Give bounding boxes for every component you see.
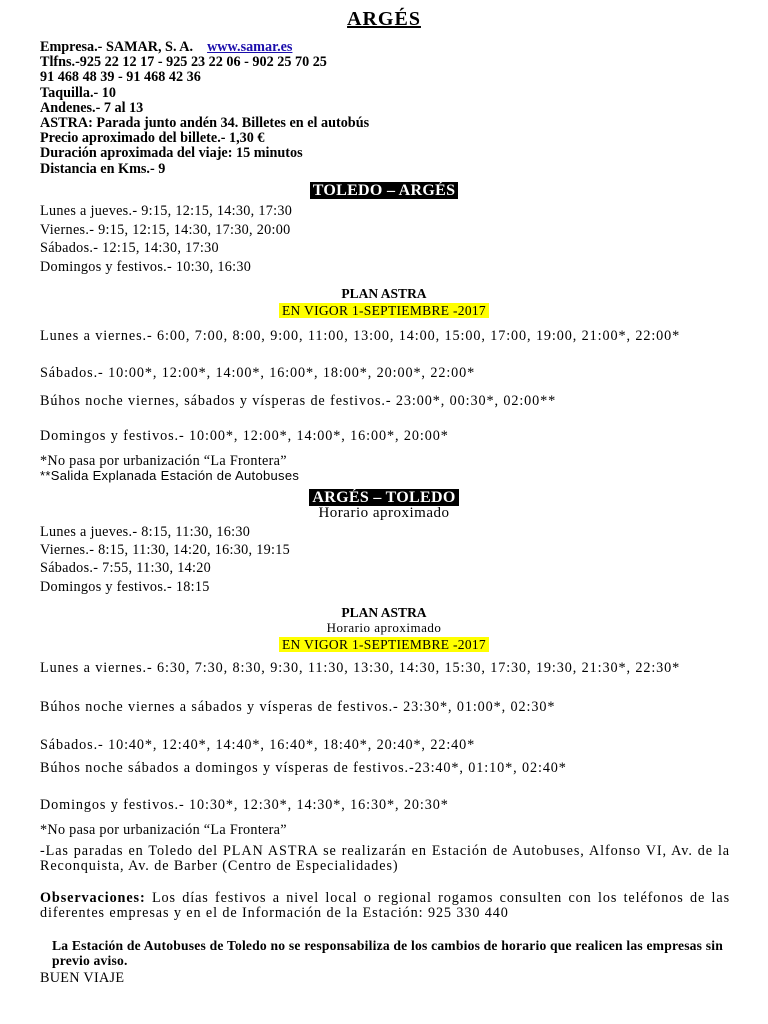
- schedule-line: Lunes a jueves.- 9:15, 12:15, 14:30, 17:30: [40, 203, 293, 219]
- plan-schedule-line: Domingos y festivos.- 10:00*, 12:00*, 14:00*, 16:00*, 20:00*: [40, 428, 449, 444]
- company-website-link[interactable]: www.samar.es: [207, 39, 293, 55]
- plan-schedule-line: Sábados.- 10:00*, 12:00*, 14:00*, 16:00*, 18:00*, 20:00*, 22:00*: [40, 365, 476, 381]
- schedule-line: Domingos y festivos.- 10:30, 16:30: [40, 259, 252, 275]
- observations: [40, 891, 730, 921]
- plan-schedule-line: Domingos y festivos.- 10:30*, 12:30*, 14:30*, 16:30*, 20:30*: [40, 797, 449, 813]
- observations-label: Observaciones:: [40, 890, 146, 906]
- plan-astra-title: PLAN ASTRA: [341, 605, 427, 620]
- plan-schedule-line: Lunes a viernes.- 6:00, 7:00, 8:00, 9:00, 11:00, 13:00, 14:00, 15:00, 17:00, 19:00, 21:00*, 22:00*: [40, 328, 681, 344]
- phones-line-2: 91 468 48 39 - 91 468 42 36: [40, 69, 201, 86]
- farewell: BUEN VIAJE: [40, 970, 125, 986]
- schedule-line: Sábados.- 12:15, 14:30, 17:30: [40, 240, 219, 256]
- ticket-office: Taquilla.- 10: [40, 84, 116, 101]
- schedule-line: Domingos y festivos.- 18:15: [40, 579, 210, 595]
- plan-schedule-line: Búhos noche viernes a sábados y vísperas de festivos.- 23:30*, 01:00*, 02:30*: [40, 699, 556, 715]
- section-subtitle: Horario aproximado: [318, 505, 450, 521]
- plan-schedule-line: Búhos noche viernes, sábados y vísperas de festivos.- 23:00*, 00:30*, 02:00**: [40, 393, 557, 409]
- plan-schedule-line: Sábados.- 10:40*, 12:40*, 14:40*, 16:40*, 18:40*, 20:40*, 22:40*: [40, 737, 476, 753]
- disclaimer-notice: La Estación de Autobuses de Toledo no se responsabiliza de los cambios de horario que realicen las empresas sin previo aviso.: [52, 938, 723, 968]
- plan-schedule-line: Lunes a viernes.- 6:30, 7:30, 8:30, 9:30, 11:30, 13:30, 14:30, 15:30, 17:30, 19:30, 21:30*, 22:30*: [40, 660, 681, 676]
- footnote: *No pasa por urbanización “La Frontera”: [40, 822, 287, 838]
- plan-valid-badge: EN VIGOR 1-SEPTIEMBRE -2017: [0, 302, 768, 320]
- footnote: *No pasa por urbanización “La Frontera”: [40, 453, 287, 469]
- footnote: **Salida Explanada Estación de Autobuses: [40, 468, 300, 483]
- section-header-toledo-arges: TOLEDO – ARGÉS: [0, 182, 768, 200]
- phones-line-1: Tlfns.-925 22 12 17 - 925 23 22 06 - 902 25 70 25: [40, 54, 327, 71]
- company-info: [40, 40, 369, 177]
- plan-schedule-line: Búhos noche sábados a domingos y vísperas de festivos.-23:40*, 01:10*, 02:40*: [40, 760, 567, 776]
- schedule-line: Viernes.- 9:15, 12:15, 14:30, 17:30, 20:00: [40, 222, 291, 238]
- ticket-price: Precio aproximado del billete.- 1,30 €: [40, 130, 265, 147]
- plan-astra-title: PLAN ASTRA: [341, 286, 427, 301]
- astra-stop: ASTRA: Parada junto andén 34. Billetes en el autobús: [40, 115, 370, 132]
- schedule-line: Lunes a jueves.- 8:15, 11:30, 16:30: [40, 524, 251, 540]
- company-line: [40, 40, 369, 55]
- section-header-arges-toledo: ARGÉS – TOLEDO: [0, 489, 768, 507]
- schedule-line: Sábados.- 7:55, 11:30, 14:20: [40, 560, 212, 576]
- plan-subtitle: Horario aproximado: [326, 620, 442, 635]
- company-label: Empresa.- SAMAR, S. A.: [40, 39, 194, 55]
- trip-duration: Duración aproximada del viaje: 15 minutos: [40, 145, 303, 162]
- plan-valid-badge: EN VIGOR 1-SEPTIEMBRE -2017: [0, 636, 768, 654]
- schedule-line: Viernes.- 8:15, 11:30, 14:20, 16:30, 19:15: [40, 542, 291, 558]
- observations-text: Los días festivos a nivel local o regional rogamos consulten con los teléfonos de las diferentes empresas y en el de Información de la Estación: 925 330 440: [40, 890, 730, 921]
- platforms: Andenes.- 7 al 13: [40, 99, 144, 116]
- trip-distance: Distancia en Kms.- 9: [40, 160, 166, 177]
- page-title: ARGÉS: [347, 8, 421, 30]
- stops-note: -Las paradas en Toledo del PLAN ASTRA se realizarán en Estación de Autobuses, Alfonso VI, Av. de la Reconquista, Av. de Barber (Centro de Especialidades): [40, 843, 730, 874]
